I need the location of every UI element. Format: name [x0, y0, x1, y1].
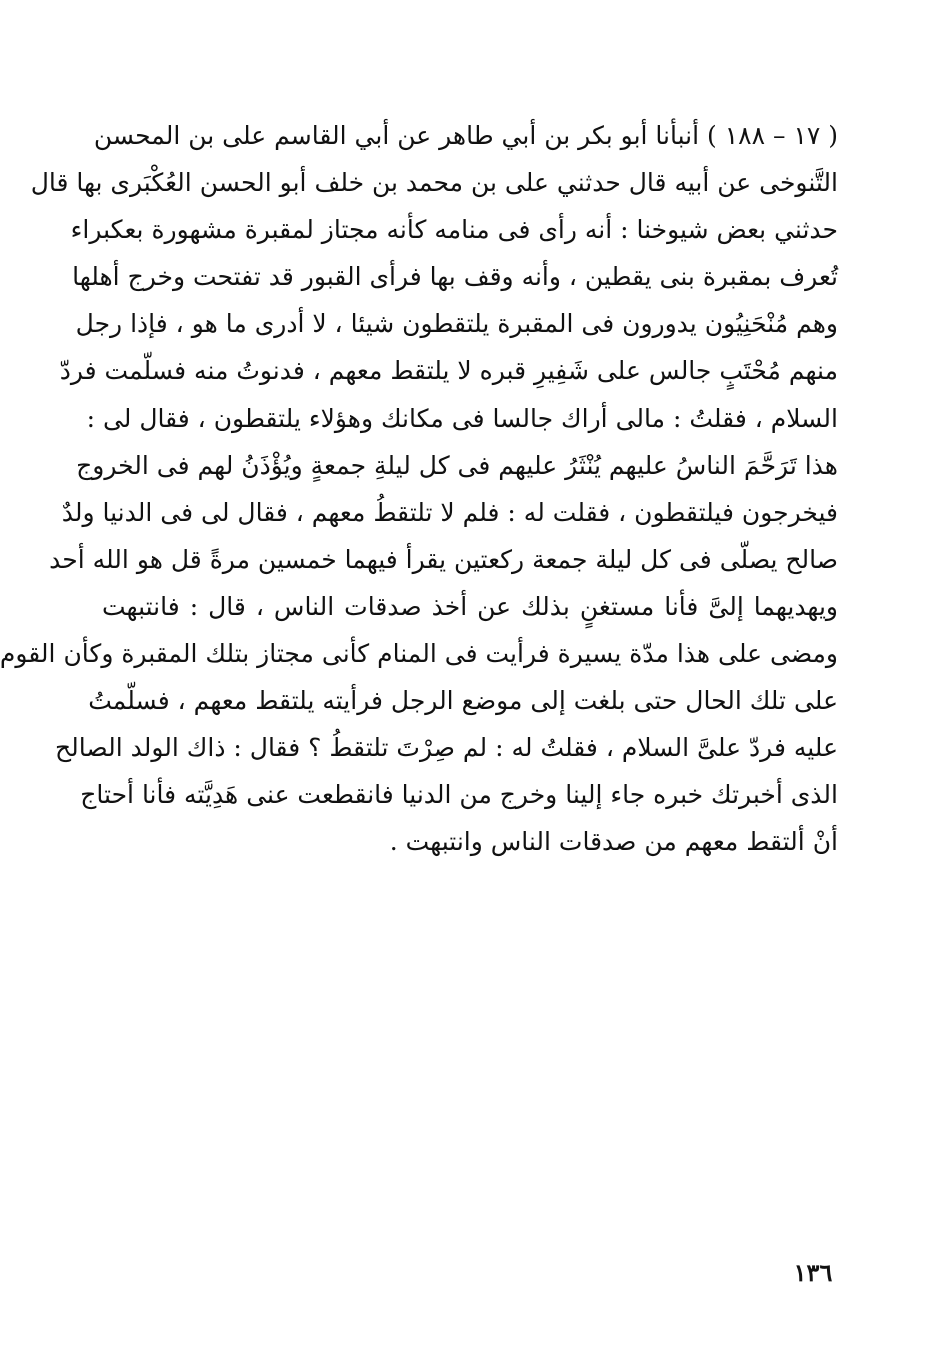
text-line: السلام ، فقلتُ : مالى أراك جالسا فى مكانك وهؤلاء يلتقطون ، فقال لى : [86, 403, 838, 433]
text-line: فيخرجون فيلتقطون ، فقلت له : فلم لا تلتقطُ معهم ، فقال لى فى الدنيا ولدٌ [61, 497, 838, 527]
text-line: وهم مُنْحَنِيُون يدورون فى المقبرة يلتقطون شيئا ، لا أدرى ما هو ، فإذا رجل [75, 309, 838, 339]
text-line: منهم مُحْتَبٍ جالس على شَفِيرِ قبره لا يلتقط معهم ، فدنوتُ منه فسلّمت فردّ [59, 356, 838, 386]
body-text [0, 112, 838, 866]
text-line: ومضى على هذا مدّة يسيرة فرأيت فى المنام كأنى مجتاز بتلك المقبرة وكأن القوم [0, 639, 838, 669]
text-line: على تلك الحال حتى بلغت إلى موضع الرجل فرأيته يلتقط معهم ، فسلّمتُ [88, 686, 838, 716]
text-line: صالح يصلّى فى كل ليلة جمعة ركعتين يقرأ فيهما خمسين مرةً قل هو الله أحد [49, 544, 838, 574]
text-line: تُعرف بمقبرة بنى يقطين ، وأنه وقف بها فرأى القبور قد تفتحت وخرج أهلها [72, 262, 838, 292]
text-line: ( ١٧ – ١٨٨ ) أنبأنا أبو بكر بن أبي طاهر عن أبي القاسم على بن المحسن [93, 121, 838, 150]
text-line: حدثني بعض شيوخنا : أنه رأى فى منامه كأنه مجتاز لمقبرة مشهورة بعكبراء [70, 215, 838, 245]
text-line-last: أنْ ألتقط معهم من صدقات الناس وانتبهت . [389, 827, 838, 857]
text-line: التَّنوخى عن أبيه قال حدثني على بن محمد بن خلف أبو الحسن العُكْبَرى بها قال [30, 168, 838, 198]
page-number: ١٣٦ [793, 1258, 833, 1287]
text-line: ويهديهما إلىَّ فأنا مستغنٍ بذلك عن أخذ صدقات الناس ، قال : فانتبهت [102, 591, 838, 621]
text-line: هذا تَرَحَّمَ الناسُ عليهم يُنْثَرُ عليهم فى كل ليلةِ جمعةٍ ويُؤْذَنُ لهم فى الخروج [76, 450, 838, 480]
text-line: الذى أخبرتك خبره جاء إلينا وخرج من الدنيا فانقطعت عنى هَدِيَّته فأنا أحتاج [80, 780, 838, 810]
text-line: عليه فردّ علىَّ السلام ، فقلتُ له : لم صِرْتَ تلتقطُ ؟ فقال : ذاك الولد الصالح [55, 733, 838, 763]
